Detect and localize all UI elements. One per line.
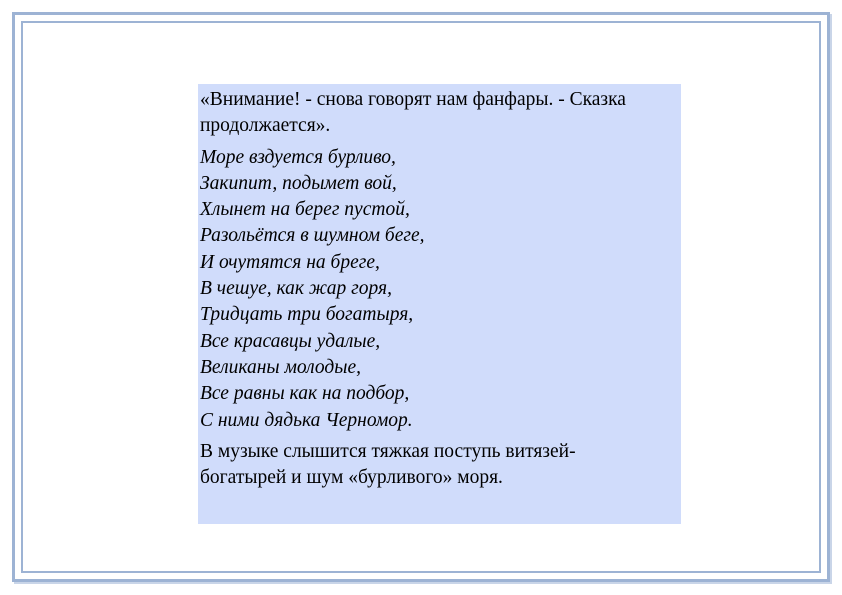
poem-line: Хлынет на берег пустой,: [200, 199, 410, 221]
outro-paragraph: [200, 439, 679, 492]
intro-paragraph: [200, 87, 679, 140]
poem-stanza: [200, 145, 679, 434]
poem-line: Великаны молодые,: [200, 356, 362, 378]
poem-line: Море вздуется бурливо,: [200, 146, 396, 168]
outro-line: В музыке слышится тяжкая поступь витязей-: [200, 440, 576, 462]
poem-line: Все красавцы удалые,: [200, 330, 381, 352]
text-box: [198, 84, 681, 524]
poem-line: С ними дядька Черномор.: [200, 409, 413, 431]
poem-line: Разольётся в шумном беге,: [200, 225, 425, 247]
poem-line: И очутятся на бреге,: [200, 251, 380, 273]
poem-line: Тридцать три богатыря,: [200, 304, 414, 326]
poem-line: Все равны как на подбор,: [200, 383, 410, 405]
intro-line: «Внимание! - снова говорят нам фанфары. - Сказка: [200, 89, 626, 110]
poem-line: Закипит, подымет вой,: [200, 172, 397, 194]
outro-line: богатырей и шум «бурливого» моря.: [200, 467, 503, 489]
poem-line: В чешуе, как жар горя,: [200, 278, 392, 300]
intro-line: продолжается».: [200, 115, 331, 137]
